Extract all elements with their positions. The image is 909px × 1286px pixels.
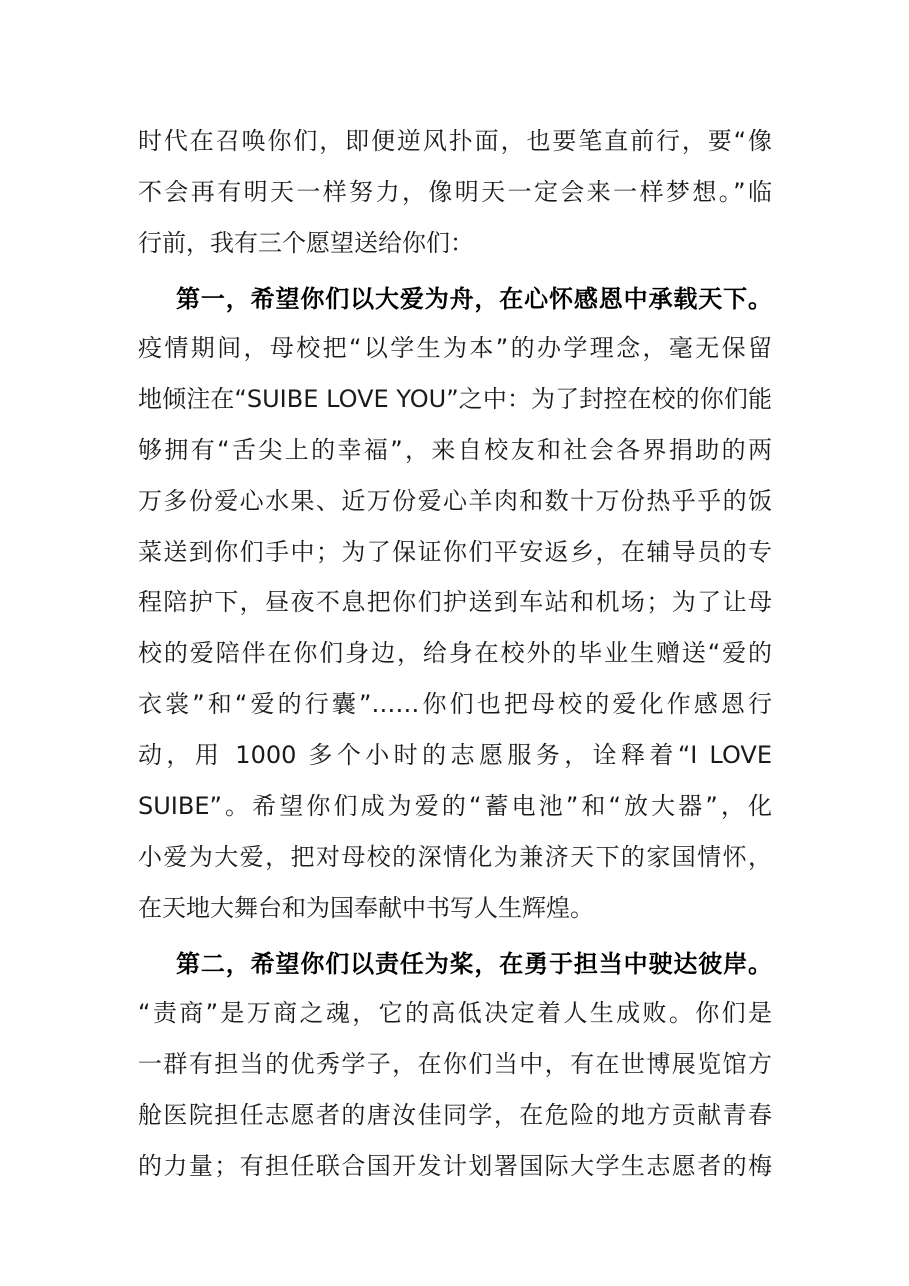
body-line: 地倾注在“SUIBE LOVE YOU”之中：为了封控在校的你们能 bbox=[138, 385, 772, 413]
body-line: “责商”是万商之魂，它的高低决定着人生成败。你们是 bbox=[138, 999, 772, 1027]
body-line: 行前，我有三个愿望送给你们： bbox=[138, 229, 474, 257]
body-line: 够拥有“舌尖上的幸福”，来自校友和社会各界捐助的两 bbox=[138, 436, 772, 464]
body-line: 衣裳”和“爱的行囊”……你们也把母校的爱化作感恩行 bbox=[138, 690, 772, 718]
body-line: 小爱为大爱，把对母校的深情化为兼济天下的家国情怀， bbox=[138, 843, 772, 871]
body-line: 疫情期间，母校把“以学生为本”的办学理念，毫无保留 bbox=[138, 334, 772, 362]
body-line: 不会再有明天一样努力，像明天一定会来一样梦想。”临 bbox=[138, 178, 772, 206]
body-line: 程陪护下，昼夜不息把你们护送到车站和机场；为了让母 bbox=[138, 588, 772, 616]
body-line: 的力量；有担任联合国开发计划署国际大学生志愿者的梅 bbox=[138, 1152, 772, 1180]
body-line: 时代在召唤你们，即便逆风扑面，也要笔直前行，要“像 bbox=[138, 127, 772, 155]
body-line: 在天地大舞台和为国奉献中书写人生辉煌。 bbox=[138, 894, 594, 922]
section-heading-1: 第一，希望你们以大爱为舟，在心怀感恩中承载天下。 bbox=[176, 285, 772, 313]
body-line: 菜送到你们手中；为了保证你们平安返乡，在辅导员的专 bbox=[138, 538, 772, 566]
body-line: 动，用 1000 多个小时的志愿服务，诠释着“I LOVE bbox=[138, 741, 772, 769]
body-line: 一群有担当的优秀学子，在你们当中，有在世博展览馆方 bbox=[138, 1050, 772, 1078]
body-line: 舱医院担任志愿者的唐汝佳同学，在危险的地方贡献青春 bbox=[138, 1101, 772, 1129]
body-line: 校的爱陪伴在你们身边，给身在校外的毕业生赠送“爱的 bbox=[138, 639, 772, 667]
section-heading-2: 第二，希望你们以责任为桨，在勇于担当中驶达彼岸。 bbox=[176, 950, 772, 978]
body-line: SUIBE”。希望你们成为爱的“蓄电池”和“放大器”，化 bbox=[138, 792, 772, 820]
body-line: 万多份爱心水果、近万份爱心羊肉和数十万份热乎乎的饭 bbox=[138, 487, 772, 515]
